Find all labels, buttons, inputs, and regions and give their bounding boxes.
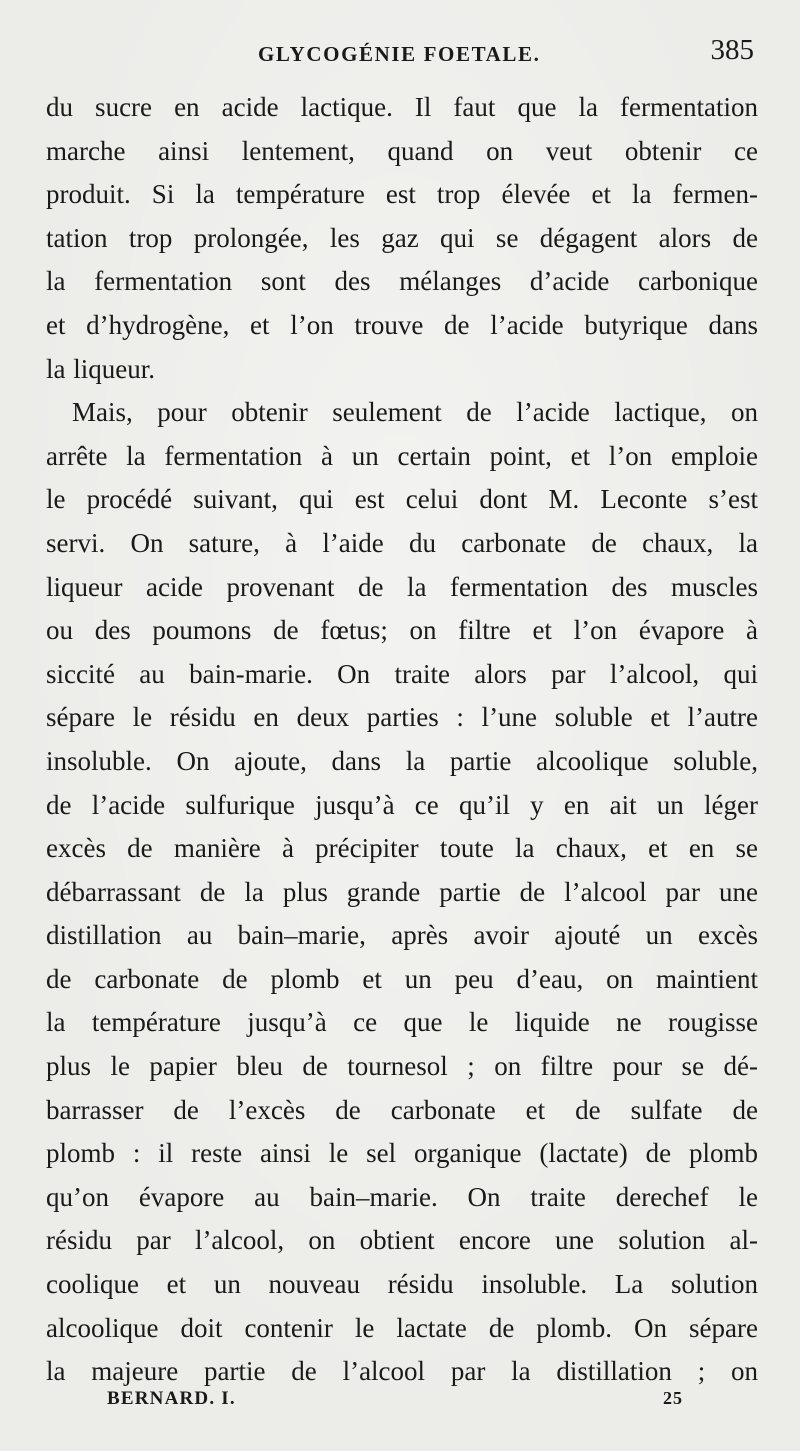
text-line: et d’hydrogène, et l’on trouve de l’acide butyrique dans	[46, 309, 758, 340]
text-line: excès de manière à précipiter toute la chaux, et en se	[46, 833, 758, 864]
text-line: insoluble. On ajoute, dans la partie alcoolique soluble,	[46, 745, 758, 776]
paragraph-first-line: Mais, pour obtenir seulement de l’acide lactique, on	[72, 397, 758, 428]
text-line: de carbonate de plomb et un peu d’eau, on maintient	[46, 963, 758, 994]
text-line: du sucre en acide lactique. Il faut que la fermentation	[46, 92, 758, 122]
page-number: 385	[710, 34, 754, 66]
text-line: la liqueur.	[46, 353, 155, 384]
page-footer	[0, 1388, 800, 1418]
running-head	[0, 34, 800, 74]
text-line: siccité au bain-marie. On traite alors par l’alcool, qui	[46, 658, 758, 689]
text-line: tation trop prolongée, les gaz qui se dégagent alors de	[46, 222, 758, 253]
text-line: liqueur acide provenant de la fermentation des muscles	[46, 571, 758, 602]
text-line: marche ainsi lentement, quand on veut obtenir ce	[46, 135, 758, 166]
text-line: barrasser de l’excès de carbonate et de sulfate de	[46, 1094, 758, 1125]
text-line: résidu par l’alcool, on obtient encore une solution al-	[46, 1225, 758, 1256]
text-line: de l’acide sulfurique jusqu’à ce qu’il y en ait un léger	[46, 789, 758, 820]
text-line: coolique et un nouveau résidu insoluble. La solution	[46, 1269, 758, 1300]
body-text	[46, 86, 758, 1394]
text-line: la fermentation sont des mélanges d’acide carbonique	[46, 266, 758, 297]
running-title: GLYCOGÉNIE FOETALE.	[258, 42, 541, 66]
text-line: la majeure partie de l’alcool par la distillation ; on	[46, 1356, 758, 1387]
text-line: débarrassant de la plus grande partie de l’alcool par une	[46, 876, 758, 907]
printer-signature: BERNARD. I.	[107, 1388, 236, 1409]
text-line: produit. Si la température est trop élevée et la fermen-	[46, 179, 758, 210]
text-line: plus le papier bleu de tournesol ; on filtre pour se dé-	[46, 1051, 758, 1082]
text-line: distillation au bain–marie, après avoir ajouté un excès	[46, 920, 758, 951]
text-line: sépare le résidu en deux parties : l’une soluble et l’autre	[46, 702, 758, 733]
text-line: ou des poumons de fœtus; on filtre et l’on évapore à	[46, 615, 758, 646]
text-line: arrête la fermentation à un certain point, et l’on emploie	[46, 440, 758, 471]
text-line: servi. On sature, à l’aide du carbonate de chaux, la	[46, 527, 758, 558]
text-line: alcoolique doit contenir le lactate de plomb. On sépare	[46, 1312, 758, 1343]
text-line: plomb : il reste ainsi le sel organique (lactate) de plomb	[46, 1138, 758, 1169]
text-line: la température jusqu’à ce que le liquide ne rougisse	[46, 1007, 758, 1038]
text-line: le procédé suivant, qui est celui dont M. Leconte s’est	[46, 484, 758, 515]
text-line: qu’on évapore au bain–marie. On traite derechef le	[46, 1181, 758, 1212]
signature-number: 25	[663, 1388, 683, 1408]
